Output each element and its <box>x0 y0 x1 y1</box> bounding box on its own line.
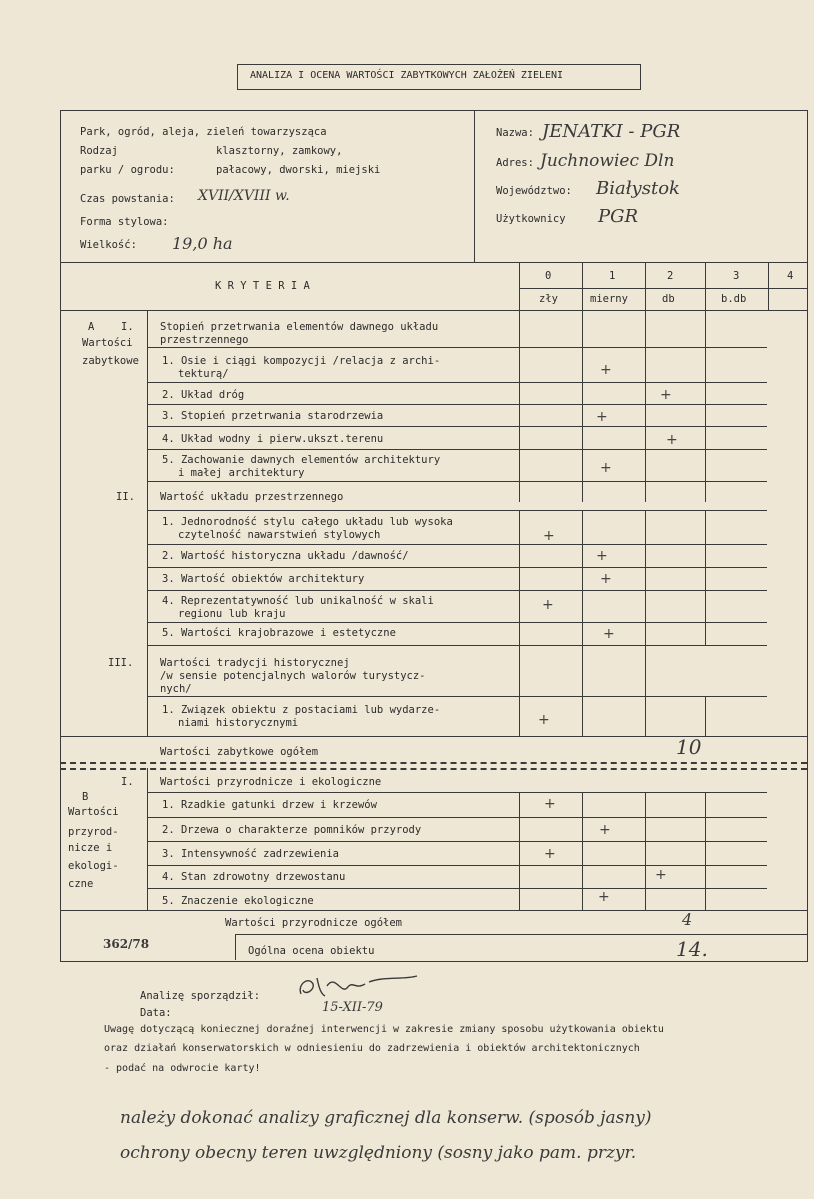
mark-a5: + <box>600 460 612 476</box>
mark-b4: + <box>655 867 667 883</box>
a-item-6-line-1: 1. Jednorodność stylu całego układu lub wysoka <box>162 516 453 528</box>
group3-title-1: Wartości tradycji historycznej <box>160 657 350 669</box>
group2-title: Wartość układu przestrzennego <box>160 491 344 503</box>
group2-roman: II. <box>116 491 135 503</box>
page-title: ANALIZA I OCENA WARTOŚCI ZABYTKOWYCH ZAŁOŻEŃ ZIELENI <box>250 70 564 81</box>
mark-a4: + <box>666 432 678 448</box>
mark-b5: + <box>598 889 610 905</box>
analiza-label: Analizę sporządził: <box>140 990 261 1002</box>
wielkosc-label: Wielkość: <box>80 239 137 251</box>
section-b-name-5: czne <box>68 878 94 890</box>
rodzaj-options-1: klasztorny, zamkowy, <box>216 145 343 157</box>
total-a-value: 10 <box>676 735 702 759</box>
section-divider <box>60 762 807 770</box>
mark-b3: + <box>544 846 556 862</box>
rodzaj-options-2: pałacowy, dworski, miejski <box>216 164 381 176</box>
mark-a6: + <box>543 528 555 544</box>
doc-number: 362/78 <box>103 937 150 951</box>
a-item-7-line-1: 2. Wartość historyczna układu /dawność/ <box>162 550 409 562</box>
uzytkownicy-value: PGR <box>598 206 639 227</box>
score-0-label: zły <box>539 293 558 305</box>
a-item-1-line-2: tekturą/ <box>178 368 229 380</box>
mark-a9: + <box>542 597 554 613</box>
section-a-name-2: zabytkowe <box>82 355 139 367</box>
score-1-label: mierny <box>590 293 628 305</box>
czas-value: XVII/XVIII w. <box>198 188 290 204</box>
b-item-4: 4. Stan zdrowotny drzewostanu <box>162 871 346 883</box>
section-a-roman: I. <box>121 321 134 333</box>
section-b-name-4: ekologi- <box>68 860 119 872</box>
mark-a11: + <box>538 712 550 728</box>
adres-value: Juchnowiec Dln <box>540 151 675 171</box>
mark-a2: + <box>660 387 672 403</box>
kryteria-header: K R Y T E R I A <box>215 280 310 292</box>
group3-title-3: nych/ <box>160 683 192 695</box>
total-a-label: Wartości zabytkowe ogółem <box>160 746 319 758</box>
section-a-name-1: Wartości <box>82 337 133 349</box>
a-item-9-line-1: 4. Reprezentatywność lub unikalność w skali <box>162 595 434 607</box>
mark-a7: + <box>596 548 608 564</box>
a-item-4-line-1: 4. Układ wodny i pierw.ukszt.terenu <box>162 433 384 445</box>
a-item-9-line-2: regionu lub kraju <box>178 608 286 620</box>
mark-a1: + <box>600 362 612 378</box>
mark-a8: + <box>600 571 612 587</box>
group3-roman: III. <box>108 657 134 669</box>
mark-b2: + <box>599 822 611 838</box>
overall-label: Ogólna ocena obiektu <box>248 945 375 957</box>
score-3-label: b.db <box>721 293 747 305</box>
score-2-num: 2 <box>667 270 674 282</box>
a-item-10-line-1: 5. Wartości krajobrazowe i estetyczne <box>162 627 396 639</box>
a-item-3-line-1: 3. Stopień przetrwania starodrzewia <box>162 410 384 422</box>
parku-ogrodu-label: parku / ogrodu: <box>80 164 175 176</box>
score-4-num: 4 <box>787 270 794 282</box>
handwritten-remark-1: należy dokonać analizy graficznej dla konserw. (sposób jasny) <box>120 1108 652 1128</box>
forma-label: Forma stylowa: <box>80 216 169 228</box>
signature <box>295 970 425 1002</box>
note-line-3: - podać na odwrocie karty! <box>104 1063 261 1074</box>
adres-label: Adres: <box>496 157 534 169</box>
rodzaj-label: Rodzaj <box>80 145 118 157</box>
score-2-label: db <box>662 293 675 305</box>
a-item-8-line-1: 3. Wartość obiektów architektury <box>162 573 365 585</box>
a-item-11-line-1: 1. Związek obiektu z postaciami lub wydarze- <box>162 704 441 716</box>
b-item-2: 2. Drzewa o charakterze pomników przyrody <box>162 824 422 836</box>
mark-b1: + <box>544 796 556 812</box>
section-b-title: Wartości przyrodnicze i ekologiczne <box>160 776 382 788</box>
data-label: Data: <box>140 1007 172 1019</box>
score-3-num: 3 <box>733 270 740 282</box>
a-item-5-line-2: i małej architektury <box>178 467 305 479</box>
data-value: 15-XII-79 <box>322 1000 383 1015</box>
section-b-name-3: nicze i <box>68 842 113 854</box>
section-a-letter: A <box>88 321 95 333</box>
group1-title-1: Stopień przetrwania elementów dawnego układu <box>160 321 439 333</box>
wojewodztwo-label: Województwo: <box>496 185 572 197</box>
wojewodztwo-value: Białystok <box>596 178 680 199</box>
nazwa-value: JENATKI - PGR <box>542 121 681 142</box>
note-line-1: Uwagę dotyczącą koniecznej doraźnej interwencji w zakresie zmiany sposobu użytkowania obiektu <box>104 1024 664 1035</box>
group3-title-2: /w sensie potencjalnych walorów turystycz- <box>160 670 426 682</box>
score-1-num: 1 <box>609 270 616 282</box>
group1-title-2: przestrzennego <box>160 334 249 346</box>
a-item-2-line-1: 2. Układ dróg <box>162 389 245 401</box>
nazwa-label: Nazwa: <box>496 127 534 139</box>
czas-label: Czas powstania: <box>80 193 175 205</box>
note-line-2: oraz działań konserwatorskich w odniesieniu do zadrzewienia i obiektów architektonicznych <box>104 1043 640 1054</box>
section-b-name-1: Wartości <box>68 806 119 818</box>
section-b-letter: B <box>82 791 89 803</box>
a-item-5-line-1: 5. Zachowanie dawnych elementów architektury <box>162 454 441 466</box>
park-type-line: Park, ogród, aleja, zieleń towarzysząca <box>80 126 327 138</box>
section-b-name-2: przyrod- <box>68 826 119 838</box>
mark-a3: + <box>596 409 608 425</box>
score-0-num: 0 <box>545 270 552 282</box>
a-item-11-line-2: niami historycznymi <box>178 717 299 729</box>
total-b-value: 4 <box>682 910 693 929</box>
b-item-1: 1. Rzadkie gatunki drzew i krzewów <box>162 799 377 811</box>
mark-a10: + <box>603 626 615 642</box>
b-item-3: 3. Intensywność zadrzewienia <box>162 848 340 860</box>
b-item-5: 5. Znaczenie ekologiczne <box>162 895 314 907</box>
section-b-roman: I. <box>121 776 134 788</box>
total-b-label: Wartości przyrodnicze ogółem <box>225 917 403 929</box>
a-item-6-line-2: czytelność nawarstwień stylowych <box>178 529 381 541</box>
uzytkownicy-label: Użytkownicy <box>496 213 566 225</box>
overall-value: 14. <box>676 937 708 961</box>
handwritten-remark-2: ochrony obecny teren uwzględniony (sosny jako pam. przyr. <box>120 1143 637 1163</box>
wielkosc-value: 19,0 ha <box>172 234 233 253</box>
a-item-1-line-1: 1. Osie i ciągi kompozycji /relacja z archi- <box>162 355 441 367</box>
